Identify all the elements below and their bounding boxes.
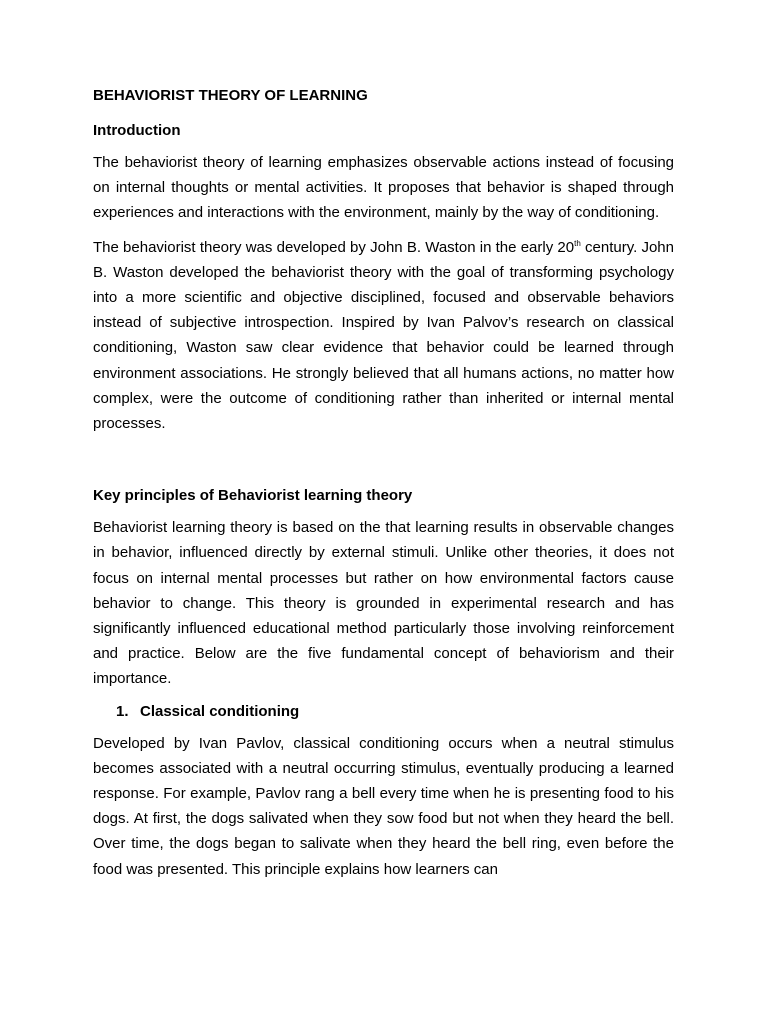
history-text-start: The behaviorist theory was developed by John B. Waston in the early 20 <box>93 238 575 256</box>
classical-conditioning-paragraph: Developed by Ivan Pavlov, classical conditioning occurs when a neutral stimulus becomes associated with a neutral occurring stimulus, eventually producing a learned response. For example, Pavlov rang a bell every time when he is presenting food to his dogs. At first, the dogs salivated when they sow food but not when they heard the bell. Over time, the dogs began to salivate when they heard the bell ring, even before the food was presented. This principle explains how learners can <box>93 734 674 878</box>
history-paragraph <box>93 235 674 437</box>
list-item-heading: Classical conditioning <box>140 702 300 720</box>
key-principles-paragraph: Behaviorist learning theory is based on the that learning results in observable changes in behavior, influenced directly by external stimuli. Unlike other theories, it does not focus on internal mental processes but rather on how environmental factors cause behavior to change. This theory is grounded in experimental research and has significantly influenced educational method particularly those involving reinforcement and practice. Below are the five fundamental concept of behaviorism and their importance. <box>93 519 674 688</box>
document-page <box>93 86 674 882</box>
key-principles-heading: Key principles of Behaviorist learning theory <box>93 487 413 505</box>
document-title: BEHAVIORIST THEORY OF LEARNING <box>93 87 368 104</box>
list-item-classical-conditioning <box>116 702 674 722</box>
ordinal-superscript: th <box>574 238 581 248</box>
introduction-paragraph: The behaviorist theory of learning emphasizes observable actions instead of focusing on internal thoughts or mental activities. It proposes that behavior is shaped through experiences and interactions with the environment, mainly by the way of conditioning. <box>93 154 674 222</box>
list-item-number: 1. <box>116 702 129 720</box>
introduction-heading: Introduction <box>93 122 181 139</box>
history-text-end: century. John B. Waston developed the behaviorist theory with the goal of transforming psychology into a more scientific and objective disciplined, focused and observable behaviors instead of subjective introspection. Inspired by Ivan Palvov’s research on classical conditioning, Waston saw clear evidence that behavior could be learned through environment associations. He strongly believed that all humans actions, no matter how complex, were the outcome of conditioning rather than inherited or internal mental processes. <box>93 238 674 433</box>
